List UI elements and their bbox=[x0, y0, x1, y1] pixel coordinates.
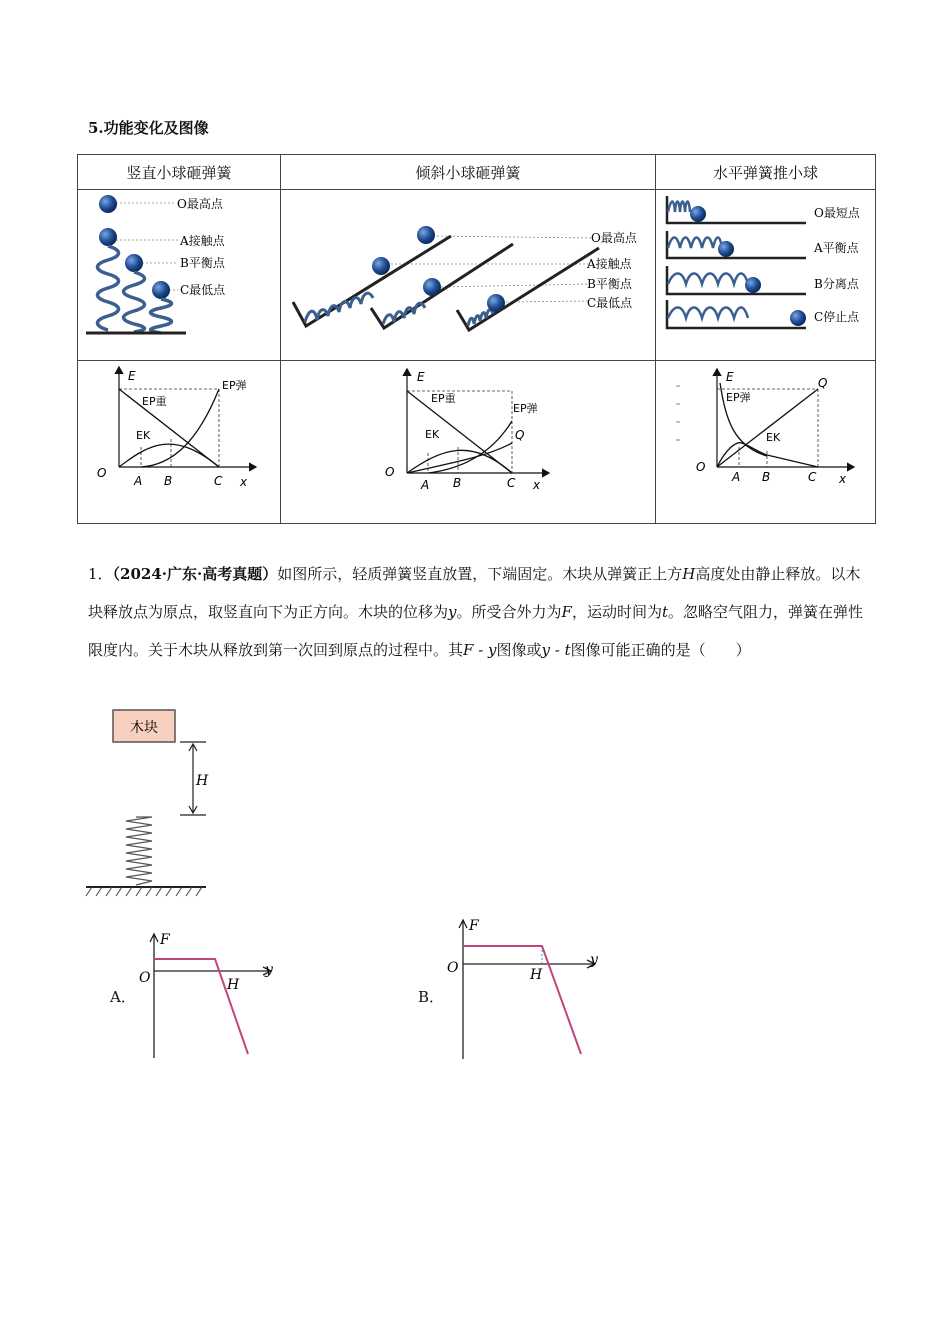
horizontal-label-a: A平衡点 bbox=[814, 241, 859, 255]
spring-1 bbox=[98, 246, 119, 330]
spring-h-3 bbox=[668, 274, 748, 285]
option-a-mark: H bbox=[227, 977, 240, 993]
plot1-origin: O bbox=[97, 466, 107, 480]
plot1-ep-spring: EP弹 bbox=[222, 379, 247, 392]
height-label: H bbox=[196, 773, 209, 789]
cell-vertical-diagram bbox=[78, 190, 281, 361]
plot2-tick-b: B bbox=[453, 476, 462, 490]
plot2-origin: O bbox=[385, 465, 395, 479]
plot1-ek: EK bbox=[136, 429, 151, 442]
header-vertical: 竖直小球砸弹簧 bbox=[78, 155, 281, 190]
plot1-x-axis: x bbox=[240, 475, 248, 489]
cell-horizontal-diagram bbox=[656, 190, 876, 361]
plot2-q: Q bbox=[515, 428, 525, 442]
spring bbox=[126, 817, 152, 885]
energy-plot-horizontal bbox=[656, 361, 875, 523]
label-b-balance: B平衡点 bbox=[180, 256, 225, 270]
var-y: y bbox=[448, 603, 457, 621]
cell-plot-inclined bbox=[281, 361, 656, 524]
question-1 bbox=[88, 555, 866, 669]
var-f: F bbox=[561, 603, 572, 621]
option-a-label[interactable]: A． bbox=[110, 988, 136, 1006]
incline-label-b: B平衡点 bbox=[587, 277, 632, 291]
plot2-ep-spring: EP弹 bbox=[513, 402, 538, 415]
plot2-tick-a: A bbox=[421, 478, 430, 492]
var-fy: F - y bbox=[463, 641, 497, 659]
plot2-ep-gravity: EP重 bbox=[431, 392, 456, 405]
cell-plot-vertical bbox=[78, 361, 281, 524]
plot1-tick-a: A bbox=[134, 474, 143, 488]
energy-plot-vertical bbox=[78, 361, 280, 523]
section-title: 5.功能变化及图像 bbox=[88, 119, 209, 137]
question-text-6: 图像或 bbox=[496, 641, 542, 659]
ball-h-a bbox=[718, 241, 734, 257]
option-a-curve bbox=[154, 959, 248, 1054]
option-b-y-axis: F bbox=[469, 918, 479, 934]
ball-o bbox=[99, 195, 117, 213]
ball-incline-o bbox=[417, 226, 435, 244]
label-c-lowest: C最低点 bbox=[180, 283, 226, 297]
plot3-tick-c: C bbox=[808, 470, 817, 484]
horizontal-label-o: O最短点 bbox=[814, 206, 860, 220]
option-b-label[interactable]: B． bbox=[418, 988, 445, 1006]
spring-incline-1 bbox=[305, 293, 373, 322]
cell-plot-horizontal bbox=[656, 361, 876, 524]
option-a-origin: O bbox=[139, 970, 151, 986]
ball-h-b bbox=[745, 277, 761, 293]
label-o-top: O最高点 bbox=[177, 197, 223, 211]
plot3-q: Q bbox=[818, 376, 828, 390]
ball-h-o bbox=[690, 206, 706, 222]
plot3-tick-b: B bbox=[762, 470, 771, 484]
option-b-curve bbox=[463, 946, 581, 1054]
var-h: H bbox=[682, 565, 696, 583]
option-b-graph[interactable] bbox=[445, 914, 605, 1064]
plot3-origin: O bbox=[696, 460, 706, 474]
spring-h-1 bbox=[668, 202, 690, 213]
ball-incline-c bbox=[487, 294, 505, 312]
energy-plot-inclined bbox=[281, 361, 655, 523]
option-b-mark: H bbox=[530, 967, 543, 983]
plot1-y-axis: E bbox=[128, 369, 136, 383]
option-a-y-axis: F bbox=[160, 932, 170, 948]
incline-label-a: A接触点 bbox=[587, 257, 632, 271]
incline-label-o: O最高点 bbox=[591, 231, 637, 245]
plot2-ek: EK bbox=[425, 428, 440, 441]
var-t: t bbox=[661, 603, 668, 621]
option-b-origin: O bbox=[447, 960, 459, 976]
wood-block-label: 木块 bbox=[130, 720, 158, 736]
block-spring-figure bbox=[80, 705, 220, 901]
question-text-3: 。所受合外力为 bbox=[456, 603, 562, 621]
question-text-5: 。忽略空气阻力，弹簧在弹性限度内。关于木块从释放到第一次回到原点的过程中。其 bbox=[88, 603, 863, 659]
option-b-x-axis: y bbox=[590, 952, 598, 968]
plot3-y-axis: E bbox=[726, 370, 734, 384]
question-text-4: ，运动时间为 bbox=[571, 603, 662, 621]
plot3-tick-a: A bbox=[732, 470, 741, 484]
plot2-y-axis: E bbox=[417, 370, 425, 384]
plot1-tick-b: B bbox=[164, 474, 173, 488]
ball-c bbox=[152, 281, 170, 299]
spring-h-4 bbox=[668, 308, 748, 319]
horizontal-spring-diagram bbox=[656, 190, 875, 360]
vertical-spring-diagram bbox=[78, 190, 280, 360]
spring-h-2 bbox=[668, 238, 722, 249]
option-a-graph[interactable] bbox=[135, 928, 285, 1063]
spring-3 bbox=[151, 299, 172, 333]
var-yt: y - t bbox=[541, 641, 571, 659]
question-number: 1． bbox=[88, 565, 113, 583]
horizontal-label-b: B分离点 bbox=[814, 277, 859, 291]
ball-incline-a bbox=[372, 257, 390, 275]
question-text-7: 图像可能正确的是（ ） bbox=[570, 641, 751, 659]
question-source: （2024·广东·高考真题） bbox=[112, 565, 278, 583]
question-text-2: 高度处由静止释放。以木块释放点为原点，取竖直向下为正方向。木块的位移为 bbox=[88, 565, 861, 621]
plot3-ek: EK bbox=[766, 431, 781, 444]
spring-2 bbox=[124, 272, 145, 332]
comparison-table bbox=[77, 154, 876, 524]
header-inclined: 倾斜小球砸弹簧 bbox=[281, 155, 656, 190]
ball-b bbox=[125, 254, 143, 272]
plot3-x-axis: x bbox=[839, 472, 847, 486]
ball-incline-b bbox=[423, 278, 441, 296]
plot1-tick-c: C bbox=[214, 474, 223, 488]
question-text-1: 如图所示，轻质弹簧竖直放置，下端固定。木块从弹簧正上方 bbox=[277, 565, 683, 583]
horizontal-label-c: C停止点 bbox=[814, 310, 860, 324]
plot1-ep-gravity: EP重 bbox=[142, 395, 167, 408]
inclined-spring-diagram bbox=[281, 190, 655, 360]
plot2-tick-c: C bbox=[507, 476, 516, 490]
ball-h-c bbox=[790, 310, 806, 326]
ball-a bbox=[99, 228, 117, 246]
option-a-x-axis: y bbox=[265, 962, 273, 978]
plot2-x-axis: x bbox=[533, 478, 541, 492]
label-a-contact: A接触点 bbox=[180, 234, 225, 248]
cell-inclined-diagram bbox=[281, 190, 656, 361]
incline-label-c: C最低点 bbox=[587, 296, 633, 310]
plot3-ep-spring: EP弹 bbox=[726, 391, 751, 404]
header-horizontal: 水平弹簧推小球 bbox=[656, 155, 876, 190]
